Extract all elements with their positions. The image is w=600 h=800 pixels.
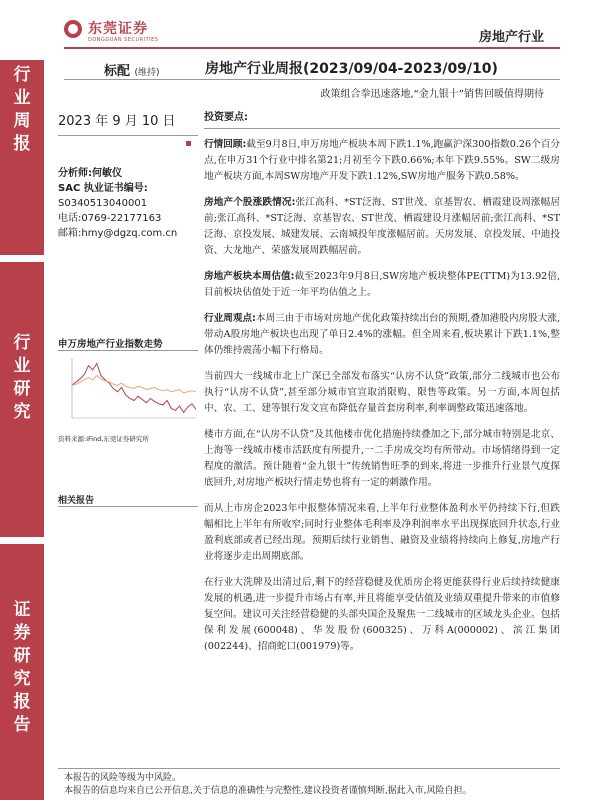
company-logo: [64, 16, 184, 50]
paragraph-recommendation: 在行业大洗牌及出清过后,剩下的经营稳健及优质房企将更能获得行业后续持续健康发展的机遇,进一步提升市场占有率,并且将能享受估值及业绩双重提升带来的市值修复空间。建议可关注经营稳健的头部央国企及聚焦一二线城市的区域龙头企业。包括保利发展(600048)、华发股份(600325)、万科A(000002)、滨江集团(002244)、招商蛇口(001979)等。: [204, 577, 560, 652]
report-date: 2023 年 9 月 10 日: [58, 114, 176, 129]
rating: [104, 60, 160, 79]
sidebar-tag-securities: 证券研究报告: [0, 544, 44, 800]
index-trend-chart: [58, 352, 200, 432]
paragraph-stock-moves: 房地产个股涨跌情况:张江高科、*ST泛海、ST世茂、京基智农、栖霞建设周涨幅居前;张江高科、*ST泛海、京基智农、ST世茂、栖霞建设月涨幅居前;张江高科、*ST泛海、京投发展、城建发展、云南城投年度涨幅居前。天房发展、京投发展、中迪投资、大龙地产、荣盛发展周跌幅居前。: [204, 197, 560, 256]
industry-label: 房地产行业: [478, 30, 544, 45]
footer-disclaimer: 本报告的信息均来自已公开信息,关于信息的准确性与完整性,建议投资者谨慎判断,据此入市,风险自担。: [64, 786, 472, 796]
logo-en-text: DONGGUAN SECURITIES: [88, 37, 159, 43]
section-heading: 投资要点:: [204, 112, 248, 123]
logo-icon: [64, 20, 82, 38]
logo-cn-text: 东莞证券: [88, 21, 148, 37]
chart-divider: [58, 350, 198, 351]
rating-label: 标配: [104, 64, 131, 79]
paragraph-earnings: 而从上市房企2023年中报整体情况来看,上半年行业整体盈利水平仍持续下行,但跌幅相比上半年有所收窄;同时行业整体毛利率及净利润率水平出现探底回升状态,行业盈利底部或者已经出现。预期后续行业销售、融资及业绩将持续向上修复,房地产行业将逐步走出周期底部。: [204, 503, 560, 562]
section-divider: [204, 128, 560, 129]
title-divider: [64, 79, 560, 80]
report-title: 房地产行业周报(2023/09/04-2023/09/10): [205, 61, 498, 77]
related-divider: [58, 506, 198, 507]
bullet-icon: [186, 141, 191, 146]
analyst-cert-no: S0340513040001: [58, 198, 148, 209]
analyst-email: 邮箱:hmy@dgzq.com.cn: [58, 228, 178, 239]
analyst-info: [58, 166, 200, 241]
date-divider: [58, 135, 198, 136]
sidebar: [0, 0, 44, 800]
chart-source: 资料来源:iFind,东莞证券研究所: [58, 435, 149, 443]
rating-sub: (维持): [134, 68, 160, 78]
paragraph-weekly-view: 行业周观点:本周三由于市场对房地产优化政策持续出台的预期,叠加港股内房股大涨,带动A股房地产板块也出现了单日2.4%的涨幅。但全周来看,板块累计下跌1.1%,整体仍维持震荡小幅下行格局。: [204, 313, 560, 356]
footer-risk: 本报告的风险等级为中风险。: [64, 773, 182, 783]
related-reports-heading: 相关报告: [58, 496, 95, 506]
paragraph-market-review: 行情回顾:截至9月8日,申万房地产板块本周下跌1.1%,跑赢沪深300指数0.26个百分点,在申万31个行业中排名第21;月初至今下跌0.66%;本年下跌9.55%。SW二级房地产板块方面,本周SW房地产开发下跌1.12%,SW房地产服务下跌0.58%。: [204, 137, 560, 185]
paragraph-market: 楼市方面,在“认房不认贷”及其他楼市优化措施持续叠加之下,部分城市特别是北京、上海等一线城市楼市活跃度有所提升,一二手房成交均有所带动。市场情绪得到一定程度的激活。预计随着“金九银十”传统销售旺季的到来,将进一步推升行业景气度探底回升,对房地产板块行情走势也将有一定的刺激作用。: [204, 429, 560, 488]
chart-title: 申万房地产行业指数走势: [58, 339, 163, 350]
report-subtitle: 政策组合拳迅速落地,“金九银十”销售回暖值得期待: [320, 89, 544, 100]
paragraph-valuation: 房地产板块本周估值:截至2023年9月8日,SW房地产板块整体PE(TTM)为13.92倍,目前板块估值处于近一年平均估值之上。: [204, 271, 560, 298]
main-content: [204, 110, 560, 665]
chart-series-hs300: [72, 376, 196, 393]
analyst-phone: 电话:0769-22177163: [58, 213, 162, 224]
sidebar-tag-research: 行业研究: [0, 262, 44, 537]
analyst-name: 分析师:何敏仪: [58, 168, 122, 179]
analyst-cert-label: SAC 执业证书编号:: [58, 183, 148, 194]
header-divider: [64, 47, 560, 49]
paragraph-policy: 当前四大一线城市北上广深已全部发布落实“认房不认贷”政策,部分二线城市也公布执行“认房不认贷”,甚至部分城市官宣取消限购、限售等政策。另一方面,本周包括中、农、工、建等银行发文宣布降低存量首套房利率,利率调整政策迅速落地。: [204, 371, 560, 414]
sidebar-tag-weekly: 行业周报: [0, 60, 44, 255]
footer: [64, 772, 471, 798]
footer-divider: [58, 768, 560, 769]
